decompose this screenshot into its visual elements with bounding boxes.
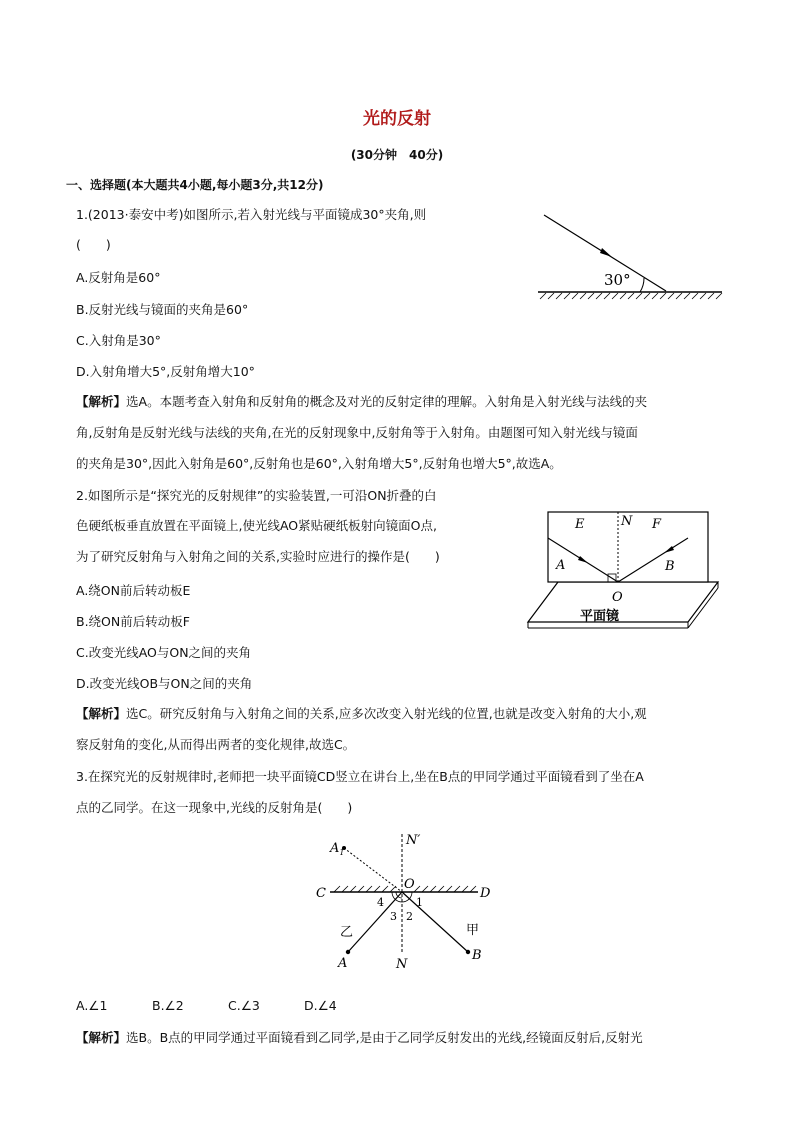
q2-option-c: C.改变光线AO与ON之间的夹角	[76, 645, 252, 660]
q3-option-c: C.∠3	[228, 998, 260, 1013]
q3-option-d: D.∠4	[304, 998, 337, 1013]
q1-blank: ( )	[76, 237, 111, 252]
explanation-tag: 【解析】	[76, 706, 127, 721]
label-n: N	[396, 957, 408, 972]
q2-explanation-2: 察反射角的变化,从而得出两者的变化规律,故选C。	[76, 737, 356, 752]
q3-stem-1: 3.在探究光的反射规律时,老师把一块平面镜CD竖立在讲台上,坐在B点的甲同学通过平面镜看到了坐在A	[76, 769, 644, 784]
q1-figure	[530, 205, 730, 300]
q1-explanation-2: 角,反射角是反射光线与法线的夹角,在光的反射现象中,反射角等于入射角。由题图可知入射光线与镜面	[76, 425, 638, 440]
q3-option-b: B.∠2	[152, 998, 184, 1013]
angle-3: 3	[390, 910, 397, 923]
mirror-label: 平面镜	[580, 609, 620, 624]
label-f: F	[652, 517, 662, 532]
q3-figure	[310, 826, 500, 972]
label-a: A	[556, 558, 566, 573]
explanation-tag: 【解析】	[76, 394, 127, 409]
q2-option-b: B.绕ON前后转动板F	[76, 614, 190, 629]
label-o: O	[404, 877, 415, 892]
q3-option-a: A.∠1	[76, 998, 108, 1013]
q1-option-c: C.入射角是30°	[76, 333, 161, 348]
mirror-hatching	[540, 293, 722, 299]
label-n: N	[621, 514, 633, 529]
angle-1: 1	[416, 896, 423, 909]
angle-2: 2	[406, 910, 413, 923]
label-a: A	[338, 956, 348, 971]
q1-option-b: B.反射光线与镜面的夹角是60°	[76, 302, 249, 317]
label-yi: 乙	[340, 925, 354, 940]
angle-4: 4	[377, 896, 384, 909]
q2-stem-3: 为了研究反射角与入射角之间的关系,实验时应进行的操作是( )	[76, 549, 440, 564]
q2-figure	[524, 508, 724, 630]
q2-option-a: A.绕ON前后转动板E	[76, 583, 191, 598]
angle-arc	[640, 278, 644, 292]
q2-stem-1: 2.如图所示是“探究光的反射规律”的实验装置,一可沿ON折叠的白	[76, 488, 437, 503]
label-jia: 甲	[466, 923, 480, 938]
label-d: D	[480, 886, 491, 901]
label-b: B	[472, 948, 482, 963]
label-c: C	[316, 886, 326, 901]
q3-explanation-1: 【解析】选B。B点的甲同学通过平面镜看到乙同学,是由于乙同学反射发出的光线,经镜面反射后,反射光	[76, 1030, 643, 1045]
ray-arrow	[600, 248, 612, 257]
label-b: B	[665, 559, 675, 574]
q3-stem-2: 点的乙同学。在这一现象中,光线的反射角是( )	[76, 800, 353, 815]
q1-explanation-3: 的夹角是30°,因此入射角是60°,反射角也是60°,入射角增大5°,反射角也增大5°,故选A。	[76, 456, 562, 471]
mirror-plane	[528, 582, 718, 622]
q1-option-a: A.反射角是60°	[76, 270, 161, 285]
angle-label: 30°	[604, 271, 631, 289]
q2-explanation-1: 【解析】选C。研究反射角与入射角之间的关系,应多次改变入射光线的位置,也就是改变入射角的大小,观	[76, 706, 647, 721]
q2-stem-2: 色硬纸板垂直放置在平面镜上,使光线AO紧贴硬纸板射向镜面O点,	[76, 518, 437, 533]
q2-option-d: D.改变光线OB与ON之间的夹角	[76, 676, 253, 691]
label-a1: $A_1$	[330, 841, 345, 857]
explanation-tag: 【解析】	[76, 1030, 127, 1045]
q1-stem: 1.(2013·泰安中考)如图所示,若入射光线与平面镜成30°夹角,则	[76, 207, 427, 222]
label-o: O	[612, 590, 623, 605]
section-heading: 一、选择题(本大题共4小题,每小题3分,共12分)	[66, 178, 324, 192]
page-title: 光的反射	[363, 109, 431, 129]
q1-option-d: D.入射角增大5°,反射角增大10°	[76, 364, 255, 379]
label-e: E	[575, 517, 585, 532]
image-line	[344, 848, 402, 892]
q1-explanation-1: 【解析】选A。本题考查入射角和反射角的概念及对光的反射定律的理解。入射角是入射光线与法线的夹	[76, 394, 648, 409]
label-n-prime: N′	[406, 833, 421, 848]
time-score: (30分钟 40分)	[350, 148, 444, 162]
